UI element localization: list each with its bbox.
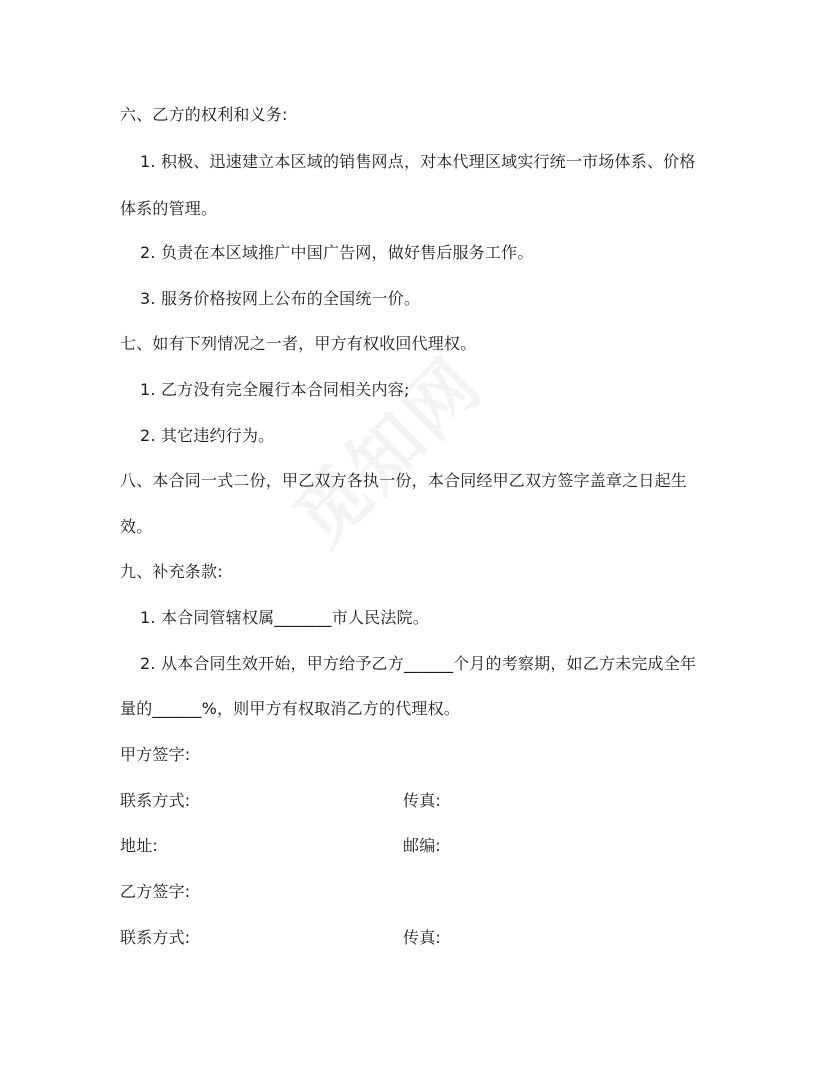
section8-line2: 效。 (120, 517, 153, 536)
section6-item1-line1: 1. 积极、迅速建立本区域的销售网点，对本代理区域实行统一市场体系、价格 (140, 152, 696, 171)
party-a-address-label: 地址: (120, 836, 158, 855)
party-a-contact-label: 联系方式: (120, 791, 191, 810)
section9-item1: 1. 本合同管辖权属_______市人民法院。 (140, 608, 429, 627)
section6-title: 六、乙方的权利和义务: (120, 105, 288, 124)
section7-item1: 1. 乙方没有完全履行本合同相关内容; (140, 380, 410, 399)
party-a-postcode-label: 邮编: (403, 836, 441, 855)
section8-line1: 八、本合同一式二份，甲乙双方各执一份，本合同经甲乙双方签字盖章之日起生 (120, 471, 688, 490)
party-a-signature-label: 甲方签字: (120, 745, 191, 764)
section9-title: 九、补充条款: (120, 562, 223, 581)
section6-item2: 2. 负责在本区域推广中国广告网，做好售后服务工作。 (140, 243, 534, 262)
section9-item2-line1: 2. 从本合同生效开始，甲方给予乙方______个月的考察期，如乙方未完成全年 (140, 654, 697, 673)
section9-item2-line2: 量的______%，则甲方有权取消乙方的代理权。 (120, 699, 461, 718)
party-b-signature-label: 乙方签字: (120, 882, 191, 901)
section7-item2: 2. 其它违约行为。 (140, 426, 275, 445)
party-b-contact-label: 联系方式: (120, 928, 191, 947)
watermark-text (267, 330, 502, 565)
party-b-fax-label: 传真: (403, 928, 441, 947)
section6-item1-line2: 体系的管理。 (120, 199, 218, 218)
section7-title: 七、如有下列情况之一者，甲方有权收回代理权。 (120, 334, 477, 353)
section6-item3: 3. 服务价格按网上公布的全国统一价。 (140, 289, 421, 308)
party-a-fax-label: 传真: (403, 791, 441, 810)
